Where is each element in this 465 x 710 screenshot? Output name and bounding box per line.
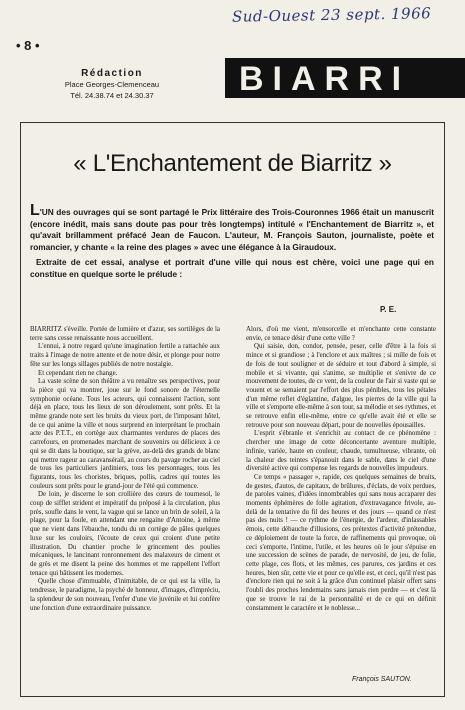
article-author: François SAUTON. bbox=[352, 676, 412, 683]
intro-dropcap: L bbox=[30, 202, 40, 219]
redaction-phone: Tél. 24.38.74 et 24.30.37 bbox=[70, 91, 154, 100]
body-paragraph: De loin, je discerne le son crollière des cœurs de tournesol, le coup de sifflet strident et impératif du préposé à la circulation, plus près, soufle dans le vent, la vague qui se lance un brin de soleil, à la plage, pour la foule, en attendant une rengaine d'Antoine, à même que ne vient dans l'ébauche, tondu du un cortège de pâles quelques luxe sur les couloirs, l'écoute de ceux qui croient d'une petite illustration. Du chantier proche le grincement des poulies mécaniques, le lancinant ronronnement des malaxeurs de ciment et de grès et me disent la peine des hommes et me rappellent l'effort tenace qui bâtissent les modernes. bbox=[30, 491, 220, 577]
redaction-title: Rédaction bbox=[81, 68, 143, 79]
article-intro bbox=[30, 202, 434, 285]
intro-paragraph-1-text: 'UN des ouvrages qui se sont partagé le Prix littéraire des Trois-Couronnes 1966 était un manuscrit (encore inédit, mais sans doute pas pour très longtemps) intitulé « l'Enchantement de Biarritz », et qu'avait brillamment préfacé Jean de Faucon. L'auteur, M. François Sauton, journaliste, poète et romancier, y chante « la reine des plages » avec une élégance à la Giraudoux. bbox=[30, 207, 434, 252]
page-number: • 8 • bbox=[16, 38, 40, 53]
body-paragraph: L'esprit s'ébranle et s'enrichit au contact de ce phénomène : chercher une image de cette déconcertante aventure multiple, infinie, variée, haute en couleur, chaude, tumultueuse, vibrante, où la chaleur des teintes s'épanouit dans le sable, dans le ciel d'une diversité active qui compense les regards de nouvelles impudeurs. bbox=[246, 430, 436, 473]
body-paragraph: Qui saisie, don, condor, pensée, peser, celle d'être à la fois si mince et si grandiose ; à l'enclore et aux maîtres ; si mille de fois et de fois de tout souligner et de séduire et tout d'abord à simple, si mobile et si vivante, qui s'anime, se multiplie et s'enivre de ce mouvement de toutes, de ce vent, de la couleur de l'air si vaste qui se vouent et se semaient par l'effort des plus pénibles, tous les pétales d'un même reflet d'églantine, d'algue, les pierres de la ville qui la ville et s'emporte elle-même à son tour, sa mélodie et ses rythmes, et se retrouve enfin elle-même, entre ce qu'elle avait été et elle se retrouve pour son nouveau départ, pour de nouvelles épousailles. bbox=[246, 343, 436, 429]
section-banner bbox=[225, 58, 465, 98]
body-paragraph: Ce temps « passager », rapide, ces quelques semaines de bruits, de gestes, d'autos, de capitaux, de brûlures, d'éclats, de voix perdues, de paroles vaines, d'idées innombrables qui sans nous accaparer des moments éphémères de folle agitation, d'extravagance frivole, au-delà de la tentative du fil des heures et des jours — quand ce n'est pas des nuits ! — ce rythme de l'énergie, de l'ardeur, d'inlassables émois, cette débauche d'illusions, ces prétextes d'activité prétendue, ce déploiement de toute la force, de raffinements qui provoque, où ceci s'emporte, l'intime, l'utile, et les heures où le jour s'épuise en une succession de scènes de parade, de nervosité, de jeu, de folie, cette plage, ces flots, et les mêmes, ces parures, ces jardins et ces heures, bien sûr, cette vie et pour ce qu'elle est, et ceci, qu'il n'est pas d'enclore rien qui ne soit à la grâce d'un continuel plaisir offert sans l'oubli des proches lendemains sans jamais rien perdre — et c'est là que se trouve le rai de la personnalité et de ce qui en définit constamment le caractère et le noblesse... bbox=[246, 473, 436, 612]
body-paragraph: La vaste scène de son théâtre a vu renaître ses perspectives, pour la pièce qui va montrer, joue sur le fond sonore de l'éternelle symphonie océane. Tous les acteurs, qui connaissent l'action, sont déjà en place, tous les lieux de son déroulement, sont prêts. Et la même grande note sert les bruits du vieux port, de l'imposant hôtel, de ce qui anime la ville et nous surprend en interprétant le prochain acte des P.T.T., en cortège aux charmantes verdures de places des carrefours, en promenades marchant de souvenirs ou délicieux à ce qui se dit dans la boutique, sur la grève, au-delà des grands de blanc qui mettre rageur au caravansérail, au cours du pavage rocher au ciel de tous les particuliers jardiniers, tous les personnages, tous les figurants, tous les choristes, briques, pollis, cadres qui toutes les couleurs sont prêts pour le grand-jour de l'été qui commence. bbox=[30, 378, 220, 490]
intro-signature: P. E. bbox=[380, 305, 397, 314]
article-column-right bbox=[246, 326, 436, 613]
article-headline: « L'Enchantement de Biarritz » bbox=[73, 150, 392, 177]
body-paragraph: Quelle chose d'immuable, d'inimitable, de ce qui est la ville, la tendresse, le paradigme, la psyché de honneur, d'images, d'impréciu, la splendeur de son nouveau, l'enfer d'une vie juvénile et lui confère une fonction d'une extraordinaire puissance. bbox=[30, 578, 220, 612]
body-paragraph: Alors, d'où me vient, m'ensorcelle et m'enchante cette constante envie, ce tenace désir d'une cette ville ? bbox=[246, 326, 436, 342]
redaction-info bbox=[42, 68, 182, 101]
intro-paragraph-2: Extraite de cet essai, analyse et portrait d'une ville qui nous est chère, voici une page qui en constitue en quelque sorte le prélude : bbox=[30, 257, 434, 279]
redaction-address: Place Georges-Clemenceau bbox=[64, 80, 160, 89]
body-paragraph: BIARRITZ s'éveille. Portée de lumière et d'azur, ses sortilèges de la terre sans cesse renaissante nous accueillent. bbox=[30, 326, 220, 342]
intro-paragraph-1 bbox=[30, 202, 434, 253]
section-banner-text: BIARRI bbox=[239, 60, 411, 98]
body-paragraph: Et cependant rien ne change. bbox=[38, 369, 118, 377]
article-column-left bbox=[30, 326, 220, 613]
body-paragraph: L'ennui, à notre regard qu'une imagination fertile a rattachée aux traits à l'image de notre attente et de notre désir, et plonge pour notre fête sur les longs sillages publiés de notre nostalgie. bbox=[30, 343, 220, 368]
handwritten-date-note: Sud-Ouest 23 sept. 1966 bbox=[231, 4, 432, 26]
